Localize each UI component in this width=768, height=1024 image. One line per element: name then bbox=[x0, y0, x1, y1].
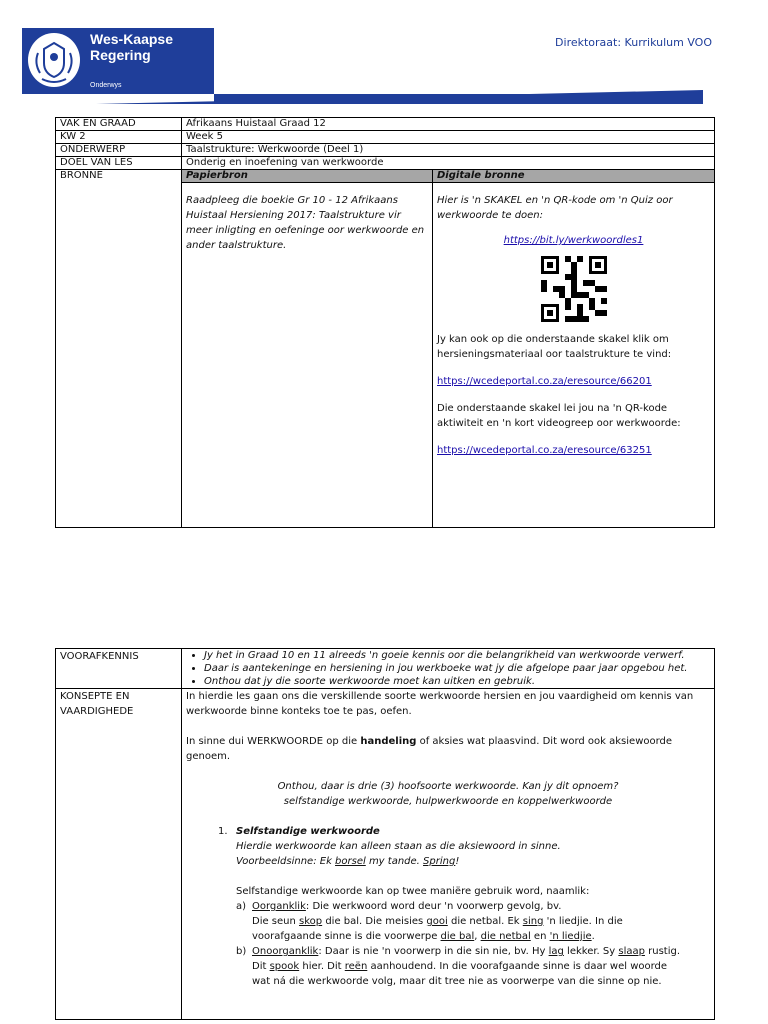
digital-text-2: Jy kan ook op die onderstaande skakel klik om hersieningsmateriaal oor taalstrukture te vind: bbox=[437, 334, 672, 360]
item-line-2: Voorbeeldsinne: Ek borsel my tande. Spring! bbox=[236, 856, 460, 867]
row-value: Onderig en inoefening van werkwoorde bbox=[182, 157, 715, 170]
konsepte-label: KONSEPTE EN VAARDIGHEDE bbox=[56, 689, 182, 1020]
digital-source-cell bbox=[433, 183, 715, 528]
intro-text: In hierdie les gaan ons die verskillende soorte werkwoorde hersien en jou vaardigheid om kennis van werkwoorde binne konteks toe te pas, oefen. bbox=[186, 691, 694, 717]
usage-b: b) Onoorganklik: Daar is nie 'n voorwerp in die sin nie, bv. Hy lag lekker. Sy slaap rustig. Dit spook hier. Dit reën aanhoudend. In die voorafgaande sinne is daar wel woorde wat ná die werkwoorde volg, maar dit tree nie as voorwerpe van die sinne op nie. bbox=[236, 946, 681, 987]
definition-text: In sinne dui WERKWOORDE op die handeling of aksies wat plaasvind. Dit word ook aksiewoorde genoem. bbox=[186, 736, 673, 762]
selfstandige-section bbox=[218, 824, 710, 989]
table-row bbox=[56, 131, 715, 144]
reminder-line-1: Onthou, daar is drie (3) hoofsoorte werkwoorde. Kan jy dit opnoem? bbox=[277, 781, 619, 792]
usage-intro: Selfstandige werkwoorde kan op twee maniëre gebruik word, naamlik: bbox=[236, 886, 590, 897]
quiz-link[interactable]: https://bit.ly/werkwoordles1 bbox=[503, 235, 644, 246]
paper-source-text: Raadpleeg die boekie Gr 10 - 12 Afrikaans Huistaal Hersiening 2017: Taalstrukture vir meer inligting en oefeninge oor werkwoorde en ander taalstrukture. bbox=[186, 195, 425, 251]
qr-code-icon[interactable] bbox=[541, 256, 607, 322]
row-label: KW 2 bbox=[56, 131, 182, 144]
row-value: Afrikaans Huistaal Graad 12 bbox=[182, 118, 715, 131]
paper-source-header: Papierbron bbox=[182, 170, 433, 183]
item-line-1: Hierdie werkwoorde kan alleen staan as die aksiewoord in sinne. bbox=[236, 841, 561, 852]
voorkennis-cell bbox=[182, 649, 715, 689]
brand-logo-block bbox=[22, 28, 214, 94]
eresource-link-66201[interactable]: https://wcedeportal.co.za/eresource/66201 bbox=[437, 376, 652, 387]
directorate-label: Direktoraat: Kurrikulum VOO bbox=[555, 36, 712, 49]
table-row bbox=[56, 118, 715, 131]
list-item: • Onthou dat jy die soorte werkwoorde moet kan uitken en gebruik. bbox=[204, 675, 710, 688]
table-row bbox=[56, 689, 715, 1020]
voorkennis-label: VOORAFKENNIS bbox=[56, 649, 182, 689]
row-label: VAK EN GRAAD bbox=[56, 118, 182, 131]
digital-text-3: Die onderstaande skakel lei jou na 'n QR-kode aktiwiteit en 'n kort videogreep oor werkwoorde: bbox=[437, 403, 681, 429]
list-item: • Daar is aantekeninge en hersiening in jou werkboeke wat jy die afgelope paar jaar opgebou het. bbox=[204, 662, 710, 675]
reminder-line-2: selfstandige werkwoorde, hulpwerkwoorde en koppelwerkwoorde bbox=[283, 796, 613, 807]
brand-name: Wes-Kaapse Regering bbox=[90, 31, 174, 63]
table-row bbox=[56, 144, 715, 157]
list-item: • Jy het in Graad 10 en 11 alreeds 'n goeie kennis oor die belangrikheid van werkwoorde verwerf. bbox=[204, 649, 710, 662]
lesson-content-table bbox=[55, 648, 715, 1020]
header-band-bar bbox=[214, 94, 703, 104]
usage-a: a) Oorganklik: Die werkwoord word deur 'n voorwerp gevolg, bv. Die seun skop die bal. Die meisies gooi die netbal. Ek sing 'n liedjie. In die voorafgaande sinne is die voorwerpe die bal, die netbal en 'n liedjie. bbox=[236, 901, 623, 942]
table-row bbox=[56, 649, 715, 689]
item-number: 1. bbox=[218, 826, 228, 837]
digital-intro: Hier is 'n SKAKEL en 'n QR-kode om 'n Quiz oor werkwoorde te doen: bbox=[437, 195, 673, 221]
table-row bbox=[56, 157, 715, 170]
coat-of-arms-icon bbox=[28, 33, 80, 87]
voorkennis-list bbox=[186, 649, 710, 688]
row-value: Taalstrukture: Werkwoorde (Deel 1) bbox=[182, 144, 715, 157]
lesson-info-table bbox=[55, 117, 715, 528]
row-label: ONDERWERP bbox=[56, 144, 182, 157]
row-value: Week 5 bbox=[182, 131, 715, 144]
bronne-label: BRONNE bbox=[56, 170, 182, 528]
row-label: DOEL VAN LES bbox=[56, 157, 182, 170]
eresource-link-63251[interactable]: https://wcedeportal.co.za/eresource/63251 bbox=[437, 445, 652, 456]
digital-source-header: Digitale bronne bbox=[433, 170, 715, 183]
brand-subtitle: Onderwys bbox=[90, 82, 122, 89]
konsepte-cell bbox=[182, 689, 715, 1020]
paper-source-cell bbox=[182, 183, 433, 528]
table-row bbox=[56, 170, 715, 183]
item-title: Selfstandige werkwoorde bbox=[236, 826, 380, 837]
